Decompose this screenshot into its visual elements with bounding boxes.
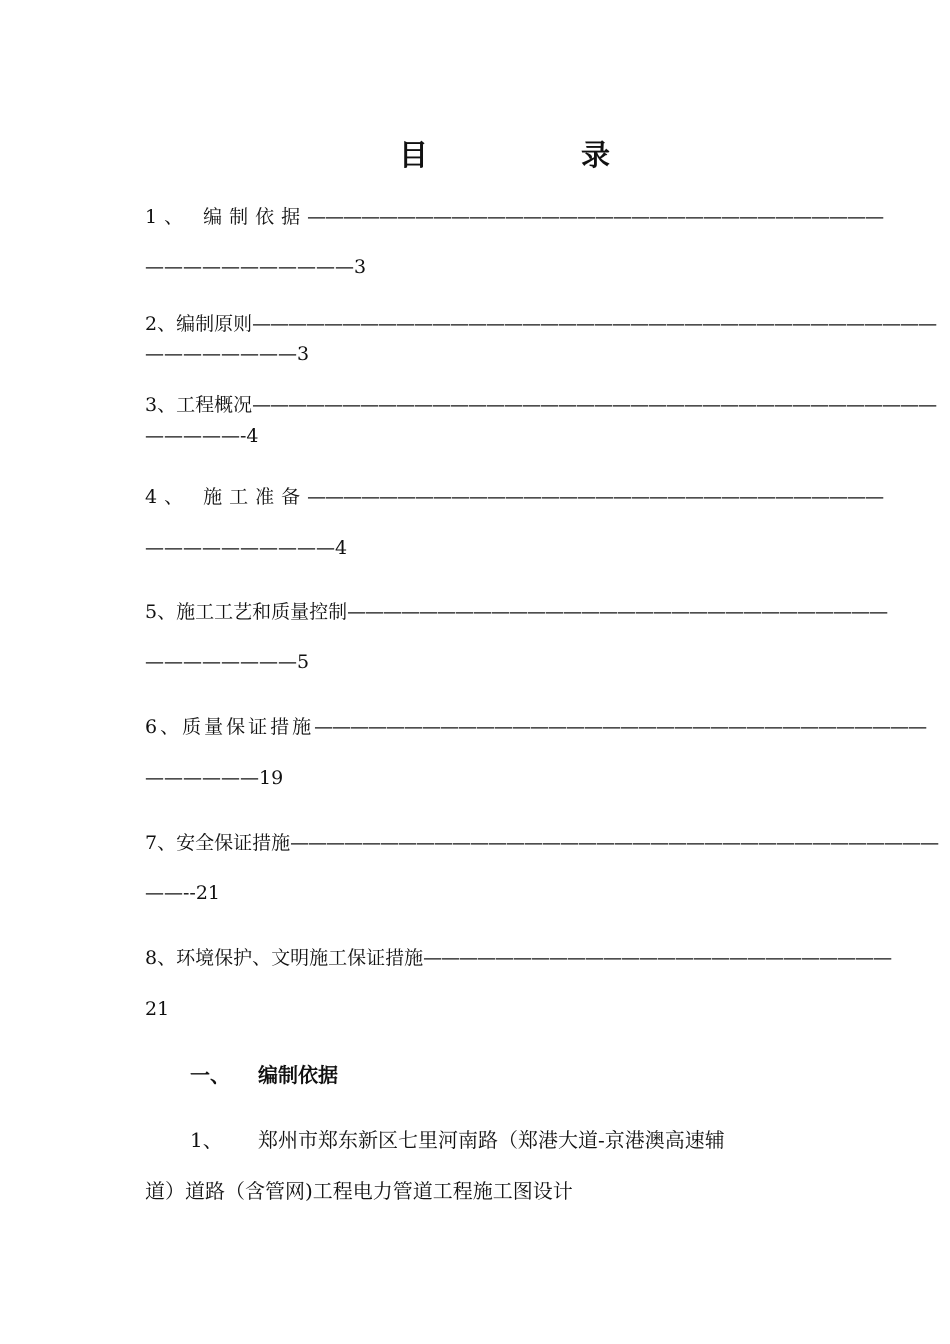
toc-leader: ———————————————————————————————— (307, 486, 884, 508)
toc-entry-6[interactable] (145, 714, 927, 740)
toc-entry-8-continuation (145, 996, 169, 1022)
toc-leader: —————————————————————————————— (347, 601, 888, 623)
toc-entry-4[interactable] (145, 484, 884, 510)
toc-page-number: 21 (195, 882, 221, 904)
toc-entry-2-continuation (145, 341, 309, 367)
toc-entry-label: 3、工程概况 (145, 394, 253, 416)
toc-leader: ——————————— (145, 256, 354, 278)
toc-entry-label: 7、安全保证措施 (145, 832, 291, 854)
toc-leader: —————————————————————————— (423, 947, 892, 969)
toc-entry-7[interactable] (145, 830, 939, 856)
toc-leader: ———————————————————————————————— (307, 206, 884, 228)
toc-entry-6-continuation (145, 765, 283, 791)
toc-entry-2[interactable] (145, 311, 937, 337)
toc-entry-3-continuation (145, 423, 259, 449)
toc-leader: —————— (145, 767, 259, 789)
toc-page-number: 5 (297, 651, 310, 673)
toc-leader: ———————— (145, 651, 297, 673)
section-title: 编制依据 (258, 1063, 338, 1087)
toc-title-left-char: 目 (399, 138, 429, 172)
toc-page-number: 4 (335, 537, 348, 559)
toc-entry-label: 6、质量保证措施 (145, 716, 315, 738)
paragraph-text-1: 郑州市郑东新区七里河南路（郑港大道-京港澳高速辅 (258, 1128, 725, 1152)
toc-page-number: 19 (259, 767, 284, 789)
toc-entry-8[interactable] (145, 945, 892, 971)
toc-entry-label: 5、施工工艺和质量控制 (145, 601, 348, 623)
toc-leader: ———————— (145, 343, 297, 365)
toc-entry-1[interactable] (145, 204, 884, 230)
section-number: 一、 (190, 1063, 230, 1087)
toc-entry-3[interactable] (145, 392, 937, 418)
toc-page-number: 3 (297, 343, 310, 365)
toc-leader: ———————————————————————————————————— (290, 832, 939, 854)
toc-leader: ——-- (145, 882, 196, 904)
toc-title-right-char: 录 (581, 138, 611, 172)
paragraph-line-2 (145, 1177, 573, 1205)
toc-entry-label: 2、编制原则 (145, 313, 253, 335)
toc-leader: —————————————————————————————————— (314, 716, 927, 738)
toc-entry-5[interactable] (145, 599, 888, 625)
section-heading (190, 1061, 338, 1089)
toc-entry-7-continuation (145, 880, 220, 906)
toc-page-number: 21 (145, 998, 170, 1020)
toc-entry-label: 1、 编制依据 (145, 206, 308, 228)
toc-page-number: 3 (354, 256, 367, 278)
toc-leader: —————————————————————————————————————— (252, 313, 937, 335)
toc-entry-label: 8、环境保护、文明施工保证措施 (145, 947, 424, 969)
paragraph-text-2: 道）道路（含管网)工程电力管道工程施工图设计 (145, 1179, 573, 1203)
toc-page-number: 4 (246, 425, 259, 447)
toc-leader: —————————— (145, 537, 335, 559)
toc-leader: —————————————————————————————————————— (252, 394, 937, 416)
toc-entry-4-continuation (145, 535, 347, 561)
paragraph-line-1 (190, 1126, 725, 1154)
toc-entry-label: 4、 施工准备 (145, 486, 308, 508)
toc-leader: —————- (145, 425, 247, 447)
toc-entry-5-continuation (145, 649, 309, 675)
toc-title (0, 133, 950, 173)
toc-entry-1-continuation (145, 254, 366, 280)
paragraph-number: 1、 (190, 1128, 223, 1152)
